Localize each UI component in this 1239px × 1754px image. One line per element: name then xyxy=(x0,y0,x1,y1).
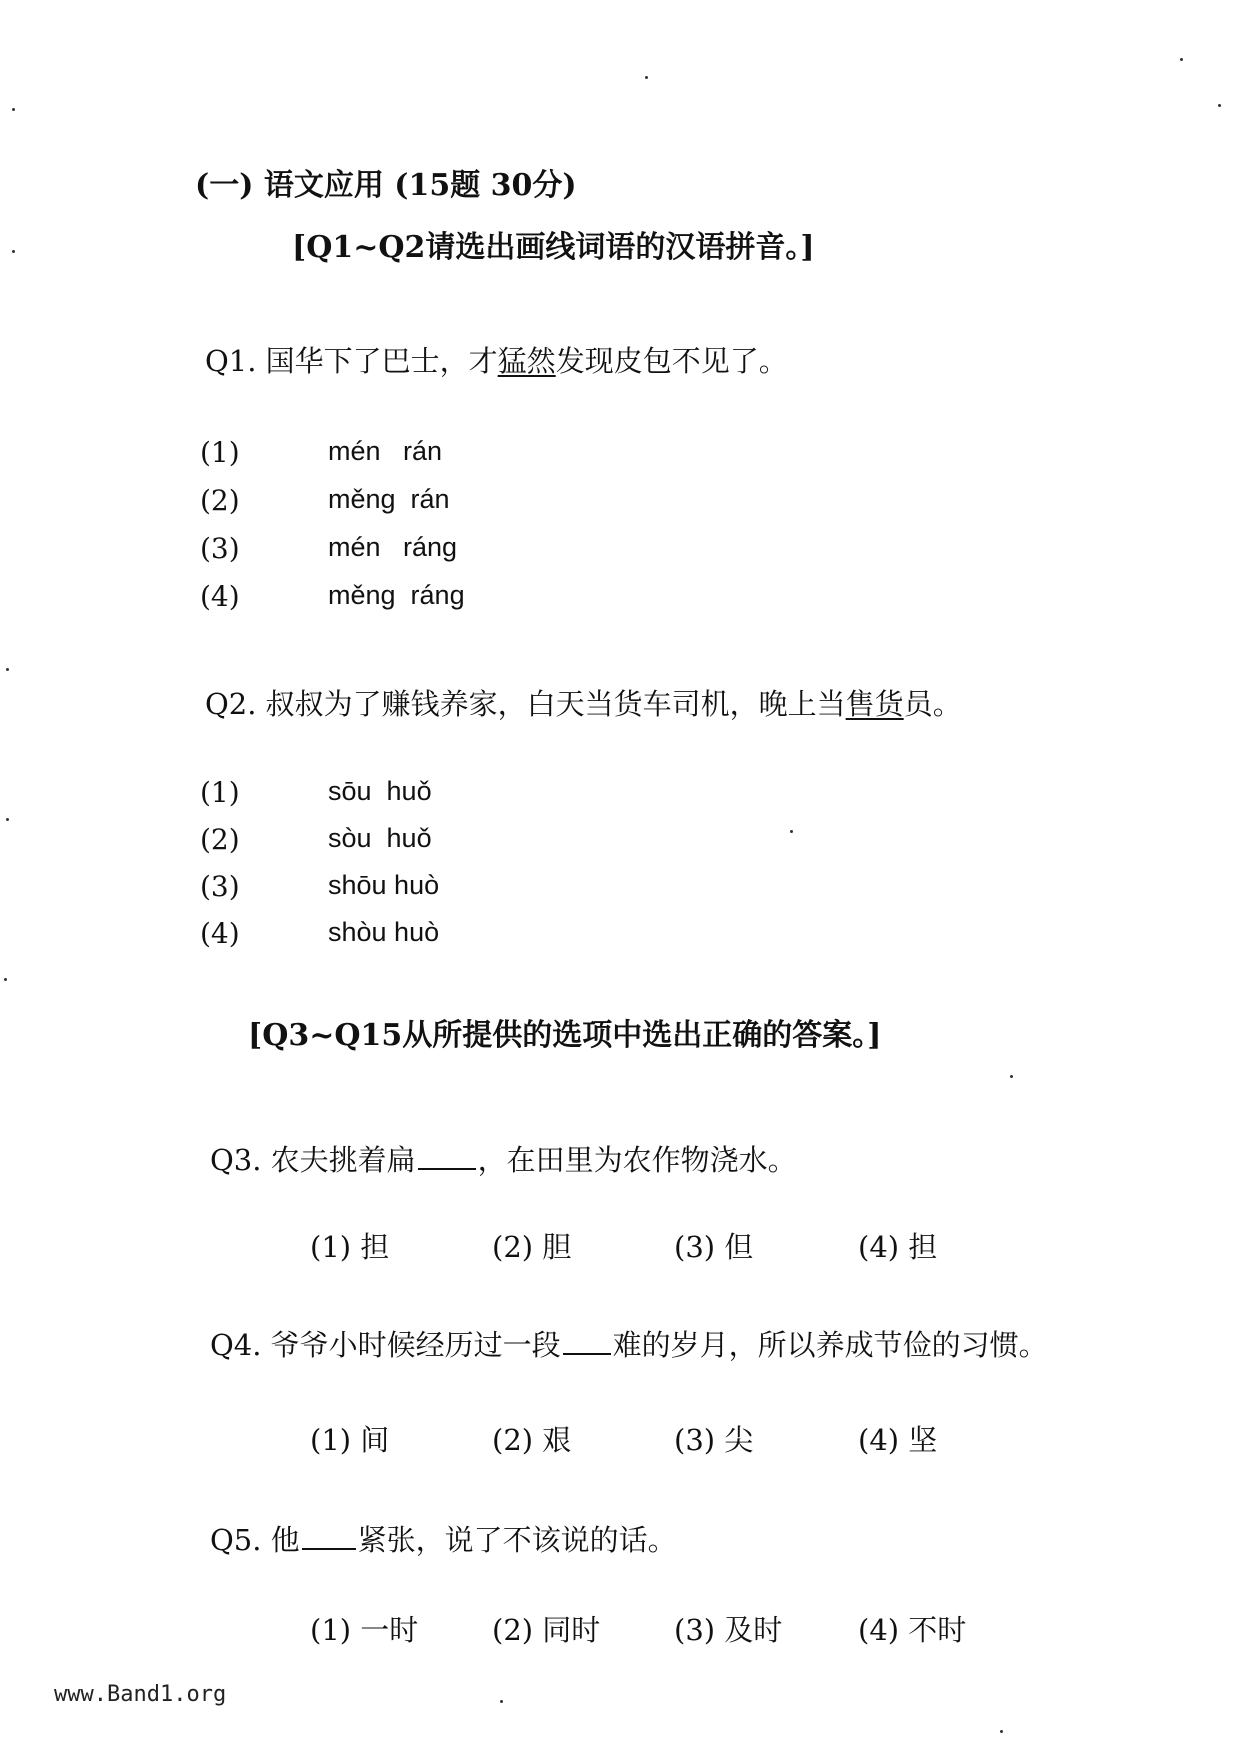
option-pinyin: mén rán xyxy=(328,436,443,466)
q2-option-1 xyxy=(200,776,600,812)
option-pinyin: sōu huǒ xyxy=(328,776,432,806)
scan-speck xyxy=(1010,1075,1013,1078)
q3-suffix: ，在田里为农作物浇水。 xyxy=(477,1143,797,1177)
q5-option-1: (1) 一时 xyxy=(310,1613,419,1647)
q5-prefix: Q5. 他 xyxy=(210,1523,300,1557)
q1-option-3 xyxy=(200,532,600,568)
option-number: (1) xyxy=(200,436,240,469)
q1-prefix: Q1. 国华下了巴士，才 xyxy=(205,344,498,378)
question-q5 xyxy=(210,1518,677,1559)
q1-option-2 xyxy=(200,484,600,520)
q2-suffix: 员。 xyxy=(903,687,962,721)
option-pinyin: sòu huǒ xyxy=(328,823,432,853)
scan-speck xyxy=(1218,104,1221,107)
scan-speck xyxy=(790,830,793,833)
q4-option-3: (3) 尖 xyxy=(674,1423,754,1457)
option-number: (4) xyxy=(200,580,240,613)
q3-option-3: (3) 但 xyxy=(674,1230,754,1264)
q5-option-3: (3) 及时 xyxy=(674,1613,783,1647)
q4-blank xyxy=(563,1329,611,1355)
q3-prefix: Q3. 农夫挑着扁 xyxy=(210,1143,416,1177)
scan-speck xyxy=(4,978,7,981)
section-title: (一) 语文应用 (15题 30分) xyxy=(195,168,577,203)
option-pinyin: měng ráng xyxy=(328,580,465,610)
scan-speck xyxy=(6,818,9,821)
scan-speck xyxy=(500,1700,503,1703)
q2-option-3 xyxy=(200,870,600,906)
option-pinyin: shòu huò xyxy=(328,917,440,947)
option-pinyin: shōu huò xyxy=(328,870,440,900)
q3-option-4: (4) 担 xyxy=(858,1230,938,1264)
q5-blank xyxy=(302,1524,356,1550)
q1-suffix: 发现皮包不见了。 xyxy=(555,344,788,378)
q5-suffix: 紧张，说了不该说的话。 xyxy=(357,1523,677,1557)
q3-option-1: (1) 担 xyxy=(310,1230,390,1264)
q1-option-1 xyxy=(200,436,600,472)
q5-option-2: (2) 同时 xyxy=(492,1613,601,1647)
option-number: (2) xyxy=(200,484,240,517)
scan-speck xyxy=(645,76,648,79)
scan-speck xyxy=(12,108,15,111)
q4-suffix: 难的岁月，所以养成节俭的习惯。 xyxy=(612,1328,1048,1362)
q4-option-1: (1) 间 xyxy=(310,1423,390,1457)
option-number: (3) xyxy=(200,532,240,565)
scan-speck xyxy=(1000,1730,1003,1733)
q4-option-4: (4) 坚 xyxy=(858,1423,938,1457)
q5-option-4: (4) 不时 xyxy=(858,1613,967,1647)
q4-option-2: (2) 艰 xyxy=(492,1423,572,1457)
q3-blank xyxy=(418,1144,476,1170)
option-number: (2) xyxy=(200,823,240,856)
scan-speck xyxy=(1180,58,1183,61)
q2-option-4 xyxy=(200,917,600,953)
q2-option-2 xyxy=(200,823,600,859)
option-pinyin: mén ráng xyxy=(328,532,458,562)
option-number: (4) xyxy=(200,917,240,950)
footer-url: www.Band1.org xyxy=(54,1682,227,1707)
scan-speck xyxy=(6,668,9,671)
q1-underlined-word: 猛然 xyxy=(497,344,556,378)
question-q3 xyxy=(210,1138,797,1179)
instruction-q3-q15: [Q3~Q15从所提供的选项中选出正确的答案。] xyxy=(248,1018,882,1053)
q3-option-2: (2) 胆 xyxy=(492,1230,572,1264)
q1-option-4 xyxy=(200,580,600,616)
option-pinyin: měng rán xyxy=(328,484,450,514)
q4-options xyxy=(310,1418,1010,1458)
q3-options xyxy=(310,1225,1010,1265)
scan-speck xyxy=(12,250,15,253)
question-q2 xyxy=(205,682,962,723)
option-number: (3) xyxy=(200,870,240,903)
q5-options xyxy=(310,1608,1030,1648)
question-q4 xyxy=(210,1323,1048,1364)
option-number: (1) xyxy=(200,776,240,809)
q4-prefix: Q4. 爷爷小时候经历过一段 xyxy=(210,1328,561,1362)
q2-underlined-word: 售货 xyxy=(845,687,904,721)
q2-prefix: Q2. 叔叔为了赚钱养家，白天当货车司机，晚上当 xyxy=(205,687,846,721)
instruction-q1-q2: [Q1~Q2请选出画线词语的汉语拼音。] xyxy=(292,230,815,265)
question-q1 xyxy=(205,339,788,380)
